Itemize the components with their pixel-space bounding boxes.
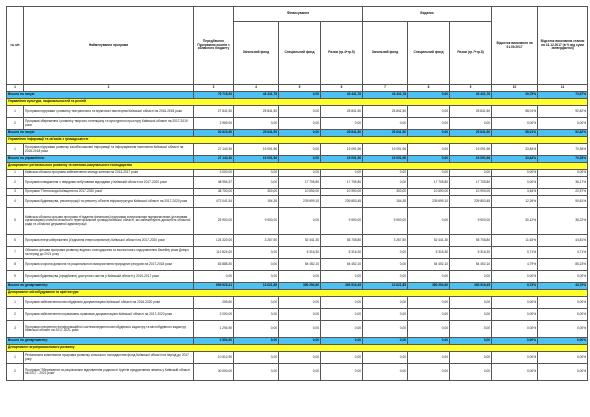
total-c9: 393 916,45 bbox=[450, 283, 492, 290]
total-c6: 0,00 bbox=[321, 338, 363, 345]
cell-c4: 0,00 bbox=[234, 321, 279, 338]
cell-c5: 0,00 bbox=[279, 271, 321, 283]
program-name: Програма енергозбереження (з'єднання енергосервісних) Київської області на 2017-2020 роки bbox=[24, 235, 194, 247]
cell-c4: 0,00 bbox=[234, 271, 279, 283]
total-c10: 39,75% bbox=[492, 92, 538, 99]
header-fin-general-fund: Загальний фонд bbox=[234, 22, 279, 85]
header-exp-general-fund: Загальний фонд bbox=[363, 22, 408, 85]
row-number: 2 bbox=[7, 118, 24, 130]
cell-c9: 0,00 bbox=[450, 170, 492, 177]
total-c8: 0,00 bbox=[408, 338, 450, 345]
total-c5: 0,00 bbox=[279, 92, 321, 99]
cell-c7: 0,00 bbox=[363, 170, 408, 177]
cell-c10: 0,00% bbox=[492, 309, 538, 321]
cell-c3: 124 320,00 bbox=[194, 235, 234, 247]
table-row bbox=[7, 144, 588, 156]
total-c4: 19 091,96 bbox=[234, 156, 279, 163]
row-number: 2 bbox=[7, 364, 24, 381]
section-title: Департамент агропромислового розвитку bbox=[7, 345, 588, 352]
cell-c10: 0,00% bbox=[492, 170, 538, 177]
cell-c5: 0,00 bbox=[279, 309, 321, 321]
table-row bbox=[7, 118, 588, 130]
row-number: 1 bbox=[7, 106, 24, 118]
cell-c10: 4,79% bbox=[492, 259, 538, 271]
cell-c5: 0,00 bbox=[279, 118, 321, 130]
section-header-row bbox=[7, 163, 588, 170]
cell-c11: 36,17% bbox=[538, 177, 588, 189]
total-c3: 30 810,50 bbox=[194, 130, 234, 137]
cell-c3: 2 969,00 bbox=[194, 118, 234, 130]
cell-c7: 0,00 bbox=[363, 321, 408, 338]
column-number: 4 bbox=[234, 85, 279, 92]
cell-c9: 0,00 bbox=[450, 271, 492, 283]
cell-c11: 22,57% bbox=[538, 189, 588, 196]
cell-c4: 0,00 bbox=[234, 170, 279, 177]
program-name: Програма будівництва (придбання) доступного житла у Київській області у 2010-2017 роки bbox=[24, 271, 194, 283]
cell-c8: 0,00 bbox=[408, 309, 450, 321]
cell-c6: 0,00 bbox=[321, 309, 363, 321]
cell-c11: 0,00% bbox=[538, 271, 588, 283]
total-row bbox=[7, 283, 588, 290]
row-number: 8 bbox=[7, 259, 24, 271]
cell-c8: 0,00 bbox=[408, 118, 450, 130]
cell-c10: 0,00% bbox=[492, 118, 538, 130]
cell-c6: 10 990,00 bbox=[321, 189, 363, 196]
row-number: 5 bbox=[7, 208, 24, 235]
header-fin-special-fund: Спеціальний фонд bbox=[279, 22, 321, 85]
column-number: 7 bbox=[363, 85, 408, 92]
cell-c4: 0,00 bbox=[234, 259, 279, 271]
cell-c11: 0,00% bbox=[538, 118, 588, 130]
column-number: 10 bbox=[492, 85, 538, 92]
total-c11: 92,82% bbox=[538, 130, 588, 137]
table-row bbox=[7, 189, 588, 196]
cell-c8: 5 316,30 bbox=[408, 247, 450, 259]
header-num: № з/п bbox=[7, 7, 24, 85]
total-c6: 393 916,45 bbox=[321, 283, 363, 290]
total-c5: 380 294,60 bbox=[279, 283, 321, 290]
section-title: Департамент регіонального розвитку та житлово-комунального господарства bbox=[7, 163, 588, 170]
total-c4: 0,00 bbox=[234, 338, 279, 345]
cell-c7: 9 900,00 bbox=[363, 208, 408, 235]
cell-c5: 0,00 bbox=[279, 144, 321, 156]
cell-c6: 54 452,10 bbox=[321, 259, 363, 271]
cell-c8: 0,00 bbox=[408, 144, 450, 156]
cell-c11: 0,00% bbox=[538, 321, 588, 338]
cell-c3: 25 900,00 bbox=[194, 208, 234, 235]
total-c9: 19 091,96 bbox=[450, 156, 492, 163]
program-name: Програма забезпечення містобудівною документацією Київської області на 2016-2020 роки bbox=[24, 297, 194, 309]
program-funding-table bbox=[6, 6, 588, 381]
cell-c9: 55 708,80 bbox=[450, 235, 492, 247]
cell-c11: 0,00% bbox=[538, 309, 588, 321]
section-title: Управління культури, національностей та релігій bbox=[7, 99, 588, 106]
total-c5: 0,00 bbox=[279, 338, 321, 345]
total-c9: 43 431,78 bbox=[450, 92, 492, 99]
cell-c3: 112 824,00 bbox=[194, 247, 234, 259]
cell-c10: 0,00% bbox=[492, 177, 538, 189]
cell-c6: 19 091,96 bbox=[321, 144, 363, 156]
section-header-row bbox=[7, 290, 588, 297]
total-c10: 9,73% bbox=[492, 283, 538, 290]
cell-c5: 54 452,10 bbox=[279, 259, 321, 271]
cell-c11: 0,00% bbox=[538, 297, 588, 309]
cell-c4: 0,00 bbox=[234, 352, 279, 364]
total-row bbox=[7, 92, 588, 99]
program-name: Програма будівництва, реконструкції та ремонту об'єктів інфраструктури Київської області на 2017-2020 роки bbox=[24, 196, 194, 208]
cell-c11: 44,81% bbox=[538, 235, 588, 247]
cell-c6: 0,00 bbox=[321, 297, 363, 309]
cell-c8: 0,00 bbox=[408, 297, 450, 309]
cell-c6: 55 708,80 bbox=[321, 235, 363, 247]
program-name: Київська обласна програма забезпечення молоді житлом на 2013-2017 роки bbox=[24, 170, 194, 177]
total-c8: 0,00 bbox=[408, 92, 450, 99]
total-label: Всього по департаменту: bbox=[7, 283, 194, 290]
total-c6: 19 091,96 bbox=[321, 156, 363, 163]
table-row bbox=[7, 106, 588, 118]
cell-c8: 0,00 bbox=[408, 364, 450, 381]
cell-c7: 154,35 bbox=[363, 196, 408, 208]
table-row bbox=[7, 321, 588, 338]
cell-c8: 54 452,10 bbox=[408, 259, 450, 271]
cell-c3: 1 294,90 bbox=[194, 321, 234, 338]
cell-c5: 0,00 bbox=[279, 352, 321, 364]
table-row bbox=[7, 208, 588, 235]
cell-c3: 48 700,00 bbox=[194, 189, 234, 196]
total-label: Всього по управлінню: bbox=[7, 156, 194, 163]
cell-c6: 0,00 bbox=[321, 352, 363, 364]
total-c5: 0,00 bbox=[279, 130, 321, 137]
row-number: 4 bbox=[7, 196, 24, 208]
cell-c11: 85,23% bbox=[538, 259, 588, 271]
row-number: 1 bbox=[7, 144, 24, 156]
cell-c8: 0,00 bbox=[408, 352, 450, 364]
cell-c10: 33,84% bbox=[492, 144, 538, 156]
cell-c7: 0,00 bbox=[363, 352, 408, 364]
cell-c4: 0,00 bbox=[234, 118, 279, 130]
total-c7: 43 431,78 bbox=[363, 92, 408, 99]
table-row bbox=[7, 177, 588, 189]
total-c6: 43 431,78 bbox=[321, 92, 363, 99]
header-exp-total: Разом (гр.7+гр.8) bbox=[450, 22, 492, 85]
cell-c11: 92,82% bbox=[538, 106, 588, 118]
total-label: Всього по департаменту: bbox=[7, 338, 194, 345]
cell-c5: 0,00 bbox=[279, 106, 321, 118]
cell-c6: 0,00 bbox=[321, 271, 363, 283]
cell-c4: 19 091,96 bbox=[234, 144, 279, 156]
header-planned: Передбачено Програмою коштів з обласного бюджету bbox=[194, 7, 234, 85]
cell-c9: 5 316,30 bbox=[450, 247, 492, 259]
cell-c11: 38,22% bbox=[538, 208, 588, 235]
cell-c5: 17 705,80 bbox=[279, 177, 321, 189]
table-row bbox=[7, 235, 588, 247]
cell-c9: 0,00 bbox=[450, 321, 492, 338]
total-c3: 899 628,41 bbox=[194, 283, 234, 290]
cell-c8: 0,00 bbox=[408, 208, 450, 235]
total-row bbox=[7, 338, 588, 345]
cell-c7: 0,00 bbox=[363, 297, 408, 309]
cell-c9: 239 853,45 bbox=[450, 196, 492, 208]
cell-c8: 239 699,10 bbox=[408, 196, 450, 208]
section-title: Управління інформації та зв'язків з громадськістю bbox=[7, 137, 588, 144]
program-name: Програма "Питна вода Київщини на 2017-2020 роки" bbox=[24, 189, 194, 196]
program-name: Програма охорони довкілля та раціонального використання природних ресурсів на 2017-2018 роки bbox=[24, 259, 194, 271]
cell-c9: 0,00 bbox=[450, 297, 492, 309]
cell-c6: 25 841,50 bbox=[321, 106, 363, 118]
cell-c5: 52 441,30 bbox=[279, 235, 321, 247]
column-number: 2 bbox=[24, 85, 194, 92]
header-expenses: Видатки bbox=[363, 7, 492, 22]
row-number: 3 bbox=[7, 321, 24, 338]
total-c11: 0,00% bbox=[538, 338, 588, 345]
cell-c11: 0,00% bbox=[538, 364, 588, 381]
total-c7: 13 621,85 bbox=[363, 283, 408, 290]
cell-c10: 0,00% bbox=[492, 364, 538, 381]
cell-c6: 5 316,30 bbox=[321, 247, 363, 259]
program-name: Програма поводження з твердими побутовими відходами у Київській області на 2017-2020 роки bbox=[24, 177, 194, 189]
cell-c6: 0,00 bbox=[321, 321, 363, 338]
cell-c10: 0,00% bbox=[492, 297, 538, 309]
cell-c7: 0,00 bbox=[363, 177, 408, 189]
total-label: Всього по галузі: bbox=[7, 92, 194, 99]
table-body bbox=[7, 92, 588, 381]
cell-c8: 0,00 bbox=[408, 170, 450, 177]
cell-c3: 30 000,00 bbox=[194, 364, 234, 381]
cell-c10: 30,12% bbox=[492, 208, 538, 235]
cell-c7: 0,00 bbox=[363, 271, 408, 283]
section-header-row bbox=[7, 345, 588, 352]
header-exp-special-fund: Спеціальний фонд bbox=[408, 22, 450, 85]
table-row bbox=[7, 271, 588, 283]
column-number: 3 bbox=[194, 85, 234, 92]
total-c11: 73,57% bbox=[538, 92, 588, 99]
row-number: 9 bbox=[7, 271, 24, 283]
cell-c4: 3 267,50 bbox=[234, 235, 279, 247]
cell-c10: 0,00% bbox=[492, 321, 538, 338]
column-number: 9 bbox=[450, 85, 492, 92]
cell-c9: 0,00 bbox=[450, 352, 492, 364]
cell-c10: 12,26% bbox=[492, 196, 538, 208]
total-c4: 43 431,78 bbox=[234, 92, 279, 99]
row-number: 1 bbox=[7, 352, 24, 364]
cell-c3: 0,00 bbox=[194, 271, 234, 283]
cell-c7: 3 267,50 bbox=[363, 235, 408, 247]
total-c8: 380 294,60 bbox=[408, 283, 450, 290]
cell-c7: 0,00 bbox=[363, 364, 408, 381]
cell-c3: 3 000,00 bbox=[194, 170, 234, 177]
cell-c9: 0,00 bbox=[450, 364, 492, 381]
cell-c8: 10 690,00 bbox=[408, 189, 450, 196]
cell-c3: 2 000,00 bbox=[194, 309, 234, 321]
cell-c9: 25 841,50 bbox=[450, 106, 492, 118]
section-header-row bbox=[7, 99, 588, 106]
program-name: Обласна цільова програма розвитку водного господарства та екологічного оздоровлення басейну річки Дніпро на період до 2021 року bbox=[24, 247, 194, 259]
cell-c3: 63 888,30 bbox=[194, 259, 234, 271]
cell-c9: 9 900,00 bbox=[450, 208, 492, 235]
cell-c10: 0,71% bbox=[492, 247, 538, 259]
cell-c4: 0,00 bbox=[234, 177, 279, 189]
total-c8: 0,00 bbox=[408, 130, 450, 137]
cell-c9: 19 091,96 bbox=[450, 144, 492, 156]
program-name: Програма "Збереження та раціональне відновлення родючості ґрунтів продуктивних земель у Київській області на 2017 - 2021 роки" bbox=[24, 364, 194, 381]
cell-c11: 4,71% bbox=[538, 247, 588, 259]
column-number: 6 bbox=[321, 85, 363, 92]
cell-c7: 300,00 bbox=[363, 189, 408, 196]
column-number: 11 bbox=[538, 85, 588, 92]
table-row bbox=[7, 247, 588, 259]
section-title: Департамент містобудування та архітектури bbox=[7, 290, 588, 297]
cell-c10: 3,46% bbox=[492, 189, 538, 196]
section-header-row bbox=[7, 137, 588, 144]
cell-c7: 0,00 bbox=[363, 259, 408, 271]
cell-c4: 25 841,50 bbox=[234, 106, 279, 118]
total-c3: 76 715,00 bbox=[194, 92, 234, 99]
column-number-row bbox=[7, 85, 588, 92]
cell-c6: 239 853,45 bbox=[321, 196, 363, 208]
cell-c10: 0,00% bbox=[492, 271, 538, 283]
program-name: Програма створення геоінформаційної системи ведення містобудівного кадастру та містобудівного кадастру Київської області на 2017-2021 роки bbox=[24, 321, 194, 338]
column-number: 5 bbox=[279, 85, 321, 92]
cell-c7: 0,00 bbox=[363, 118, 408, 130]
cell-c5: 239 699,10 bbox=[279, 196, 321, 208]
cell-c5: 10 690,00 bbox=[279, 189, 321, 196]
total-c4: 13 621,85 bbox=[234, 283, 279, 290]
cell-c4: 0,00 bbox=[234, 309, 279, 321]
table-row bbox=[7, 170, 588, 177]
total-c6: 25 841,50 bbox=[321, 130, 363, 137]
total-c7: 25 841,50 bbox=[363, 130, 408, 137]
total-c10: 33,84% bbox=[492, 156, 538, 163]
cell-c7: 0,00 bbox=[363, 309, 408, 321]
header-financing: Фінансування bbox=[234, 7, 363, 22]
cell-c10: 58,01% bbox=[492, 106, 538, 118]
cell-c4: 9 900,00 bbox=[234, 208, 279, 235]
cell-c9: 54 452,10 bbox=[450, 259, 492, 271]
cell-c10: 11,63% bbox=[492, 235, 538, 247]
header-fin-total: Разом (гр.4+гр.5) bbox=[321, 22, 363, 85]
total-c7: 19 091,96 bbox=[363, 156, 408, 163]
cell-c6: 17 705,80 bbox=[321, 177, 363, 189]
cell-c11: 70,35% bbox=[538, 144, 588, 156]
cell-c3: 27 841,50 bbox=[194, 106, 234, 118]
cell-c4: 0,00 bbox=[234, 364, 279, 381]
row-number: 7 bbox=[7, 247, 24, 259]
row-number: 1 bbox=[7, 297, 24, 309]
header-program-name: Найменування програми bbox=[24, 7, 194, 85]
total-c3: 27 140,30 bbox=[194, 156, 234, 163]
table-row bbox=[7, 297, 588, 309]
total-c8: 0,00 bbox=[408, 156, 450, 163]
total-c11: 43,79% bbox=[538, 283, 588, 290]
cell-c4: 0,00 bbox=[234, 247, 279, 259]
cell-c3: 48 954,57 bbox=[194, 177, 234, 189]
program-name: Програма збереження і розвитку творчого потенціалу та культурного простору Київської області на 2017-2019 роки bbox=[24, 118, 194, 130]
cell-c7: 0,00 bbox=[363, 247, 408, 259]
table-row bbox=[7, 309, 588, 321]
table-row bbox=[7, 196, 588, 208]
total-c3: 3 554,50 bbox=[194, 338, 234, 345]
row-number: 2 bbox=[7, 177, 24, 189]
cell-c8: 52 441,30 bbox=[408, 235, 450, 247]
program-name: Регіональна комплексна програма розвитку сільського господарства фонд Київської області на період до 2017 року bbox=[24, 352, 194, 364]
cell-c11: 0,00% bbox=[538, 170, 588, 177]
cell-c10: 0,00% bbox=[492, 352, 538, 364]
total-c7: 0,00 bbox=[363, 338, 408, 345]
table-header bbox=[7, 7, 588, 92]
row-number: 2 bbox=[7, 309, 24, 321]
table-row bbox=[7, 259, 588, 271]
cell-c5: 0,00 bbox=[279, 321, 321, 338]
total-c9: 25 841,50 bbox=[450, 130, 492, 137]
program-name: Програма підтримки і розвитку театрального та музичного мистецтва Київської області на 2016-2018 роки bbox=[24, 106, 194, 118]
program-name: Програма підтримки розвитку засобів масової інформації та інформування населення Київської області на 2016-2018 роки bbox=[24, 144, 194, 156]
cell-c6: 9 900,00 bbox=[321, 208, 363, 235]
program-name: Програма забезпечення нормативно-правовою документацією Київської області на 2017-2020 роки bbox=[24, 309, 194, 321]
cell-c8: 17 705,80 bbox=[408, 177, 450, 189]
header-pct-year: Відсоток виконання станом на 31.12.2017 (в % від суми затвердженої) bbox=[538, 7, 588, 85]
cell-c7: 19 091,96 bbox=[363, 144, 408, 156]
cell-c3: 10 512,90 bbox=[194, 352, 234, 364]
total-c5: 0,00 bbox=[279, 156, 321, 163]
cell-c8: 0,00 bbox=[408, 321, 450, 338]
cell-c11: 0,00% bbox=[538, 352, 588, 364]
cell-c5: 0,00 bbox=[279, 297, 321, 309]
cell-c4: 300,00 bbox=[234, 189, 279, 196]
total-row bbox=[7, 156, 588, 163]
cell-c9: 17 705,80 bbox=[450, 177, 492, 189]
total-c4: 25 841,50 bbox=[234, 130, 279, 137]
cell-c9: 10 990,00 bbox=[450, 189, 492, 196]
cell-c7: 25 841,50 bbox=[363, 106, 408, 118]
total-c11: 70,35% bbox=[538, 156, 588, 163]
cell-c5: 0,00 bbox=[279, 364, 321, 381]
row-number: 6 bbox=[7, 235, 24, 247]
total-c9: 0,00 bbox=[450, 338, 492, 345]
cell-c5: 0,00 bbox=[279, 170, 321, 177]
cell-c4: 0,00 bbox=[234, 297, 279, 309]
program-name: Київська обласна цільова програма «Надання фінансової підтримки комунальним підприємствам (установам організаціям) спільної власності територіальних громад Київської області, які забезпечують діяльність обласної ради та обласної державної адміністрації bbox=[24, 208, 194, 235]
total-c10: 58,01% bbox=[492, 130, 538, 137]
row-number: 1 bbox=[7, 170, 24, 177]
cell-c6: 0,00 bbox=[321, 118, 363, 130]
cell-c9: 0,00 bbox=[450, 118, 492, 130]
row-number: 3 bbox=[7, 189, 24, 196]
table-row bbox=[7, 364, 588, 381]
total-label: Всього по галузі: bbox=[7, 130, 194, 137]
cell-c6: 0,00 bbox=[321, 364, 363, 381]
column-number: 8 bbox=[408, 85, 450, 92]
cell-c5: 0,00 bbox=[279, 208, 321, 235]
cell-c3: 259,60 bbox=[194, 297, 234, 309]
cell-c8: 0,00 bbox=[408, 271, 450, 283]
column-number: 1 bbox=[7, 85, 24, 92]
cell-c3: 27 140,30 bbox=[194, 144, 234, 156]
cell-c4: 154,35 bbox=[234, 196, 279, 208]
cell-c6: 0,00 bbox=[321, 170, 363, 177]
cell-c11: 50,81% bbox=[538, 196, 588, 208]
total-c10: 0,00% bbox=[492, 338, 538, 345]
cell-c3: 472 041,54 bbox=[194, 196, 234, 208]
header-pct-executed: Відсоток виконання на 01.09.2017 bbox=[492, 7, 538, 85]
total-row bbox=[7, 130, 588, 137]
table-row bbox=[7, 352, 588, 364]
cell-c9: 0,00 bbox=[450, 309, 492, 321]
cell-c5: 5 316,30 bbox=[279, 247, 321, 259]
cell-c8: 0,00 bbox=[408, 106, 450, 118]
